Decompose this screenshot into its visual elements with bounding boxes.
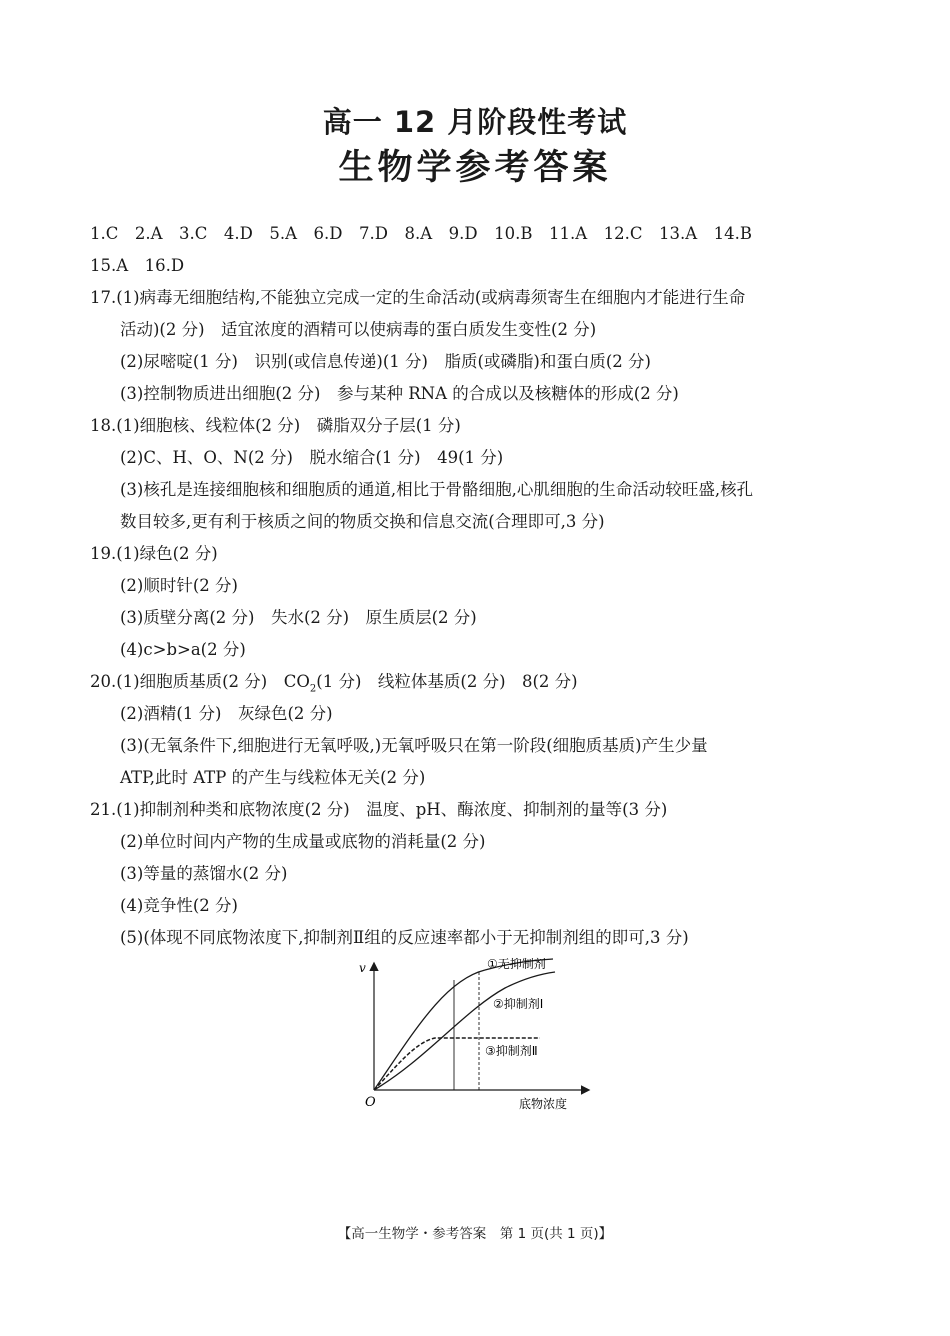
curve1-label: ①无抑制剂 bbox=[487, 957, 546, 971]
q20-part2: (2)酒精(1 分) 灰绿色(2 分) bbox=[120, 704, 333, 723]
q17-part1-line1: 17.(1)病毒无细胞结构,不能独立完成一定的生命活动(或病毒须寄生在细胞内才能进行生命 bbox=[90, 288, 746, 307]
enzyme-rate-graph bbox=[345, 950, 595, 1120]
q21-part1: 21.(1)抑制剂种类和底物浓度(2 分) 温度、pH、酶浓度、抑制剂的量等(3 分) bbox=[90, 800, 668, 819]
q17-part3: (3)控制物质进出细胞(2 分) 参与某种 RNA 的合成以及核糖体的形成(2 分) bbox=[120, 384, 679, 403]
q20-part3-line1: (3)(无氧条件下,细胞进行无氧呼吸,)无氧呼吸只在第一阶段(细胞质基质)产生少量 bbox=[120, 736, 708, 755]
q17-part2: (2)尿嘧啶(1 分) 识别(或信息传递)(1 分) 脂质(或磷脂)和蛋白质(2 分) bbox=[120, 352, 651, 371]
q18-part2: (2)C、H、O、N(2 分) 脱水缩合(1 分) 49(1 分) bbox=[120, 448, 504, 467]
q21-part5: (5)(体现不同底物浓度下,抑制剂Ⅱ组的反应速率都小于无抑制剂组的即可,3 分) bbox=[120, 928, 689, 947]
answer-key-title: 生物学参考答案 bbox=[338, 148, 612, 188]
q18-part3-line2: 数目较多,更有利于核质之间的物质交换和信息交流(合理即可,3 分) bbox=[120, 512, 605, 531]
q20-part1 bbox=[90, 670, 578, 701]
q20-part1-a: 20.(1)细胞质基质(2 分) CO bbox=[90, 672, 310, 691]
q21-part4: (4)竞争性(2 分) bbox=[120, 896, 238, 915]
q18-part1: 18.(1)细胞核、线粒体(2 分) 磷脂双分子层(1 分) bbox=[90, 416, 461, 435]
q18-part3-line1: (3)核孔是连接细胞核和细胞质的通道,相比于骨骼细胞,心肌细胞的生命活动较旺盛,核孔 bbox=[120, 480, 754, 499]
page-footer: 【高一生物学・参考答案 第 1 页(共 1 页)】 bbox=[337, 1226, 613, 1242]
q19-part1: 19.(1)绿色(2 分) bbox=[90, 544, 218, 563]
y-axis-label: v bbox=[359, 961, 366, 975]
q20-part3-line2: ATP,此时 ATP 的产生与线粒体无关(2 分) bbox=[120, 768, 426, 787]
curve3-label: ③抑制剂Ⅱ bbox=[485, 1044, 538, 1058]
q17-part1-line2: 活动)(2 分) 适宜浓度的酒精可以使病毒的蛋白质发生变性(2 分) bbox=[120, 320, 597, 339]
choice-answers-line-2: 15.A 16.D bbox=[90, 256, 185, 275]
curve2-label: ②抑制剂Ⅰ bbox=[493, 997, 544, 1011]
q21-part2: (2)单位时间内产物的生成量或底物的消耗量(2 分) bbox=[120, 832, 486, 851]
q20-part1-subscript: 2 bbox=[309, 683, 317, 695]
q19-part4: (4)c>b>a(2 分) bbox=[120, 640, 246, 659]
q19-part3: (3)质壁分离(2 分) 失水(2 分) 原生质层(2 分) bbox=[120, 608, 477, 627]
origin-label: O bbox=[365, 1095, 376, 1110]
curve-inhibitor-1 bbox=[374, 972, 555, 1090]
x-axis-label: 底物浓度 bbox=[519, 1097, 568, 1111]
q21-part3: (3)等量的蒸馏水(2 分) bbox=[120, 864, 288, 883]
choice-answers-line-1: 1.C 2.A 3.C 4.D 5.A 6.D 7.D 8.A 9.D 10.B 11.A 12.C 13.A 14.B bbox=[90, 224, 753, 243]
q20-part1-b: (1 分) 线粒体基质(2 分) 8(2 分) bbox=[316, 672, 578, 691]
q19-part2: (2)顺时针(2 分) bbox=[120, 576, 238, 595]
exam-title: 高一 12 月阶段性考试 bbox=[322, 105, 628, 139]
